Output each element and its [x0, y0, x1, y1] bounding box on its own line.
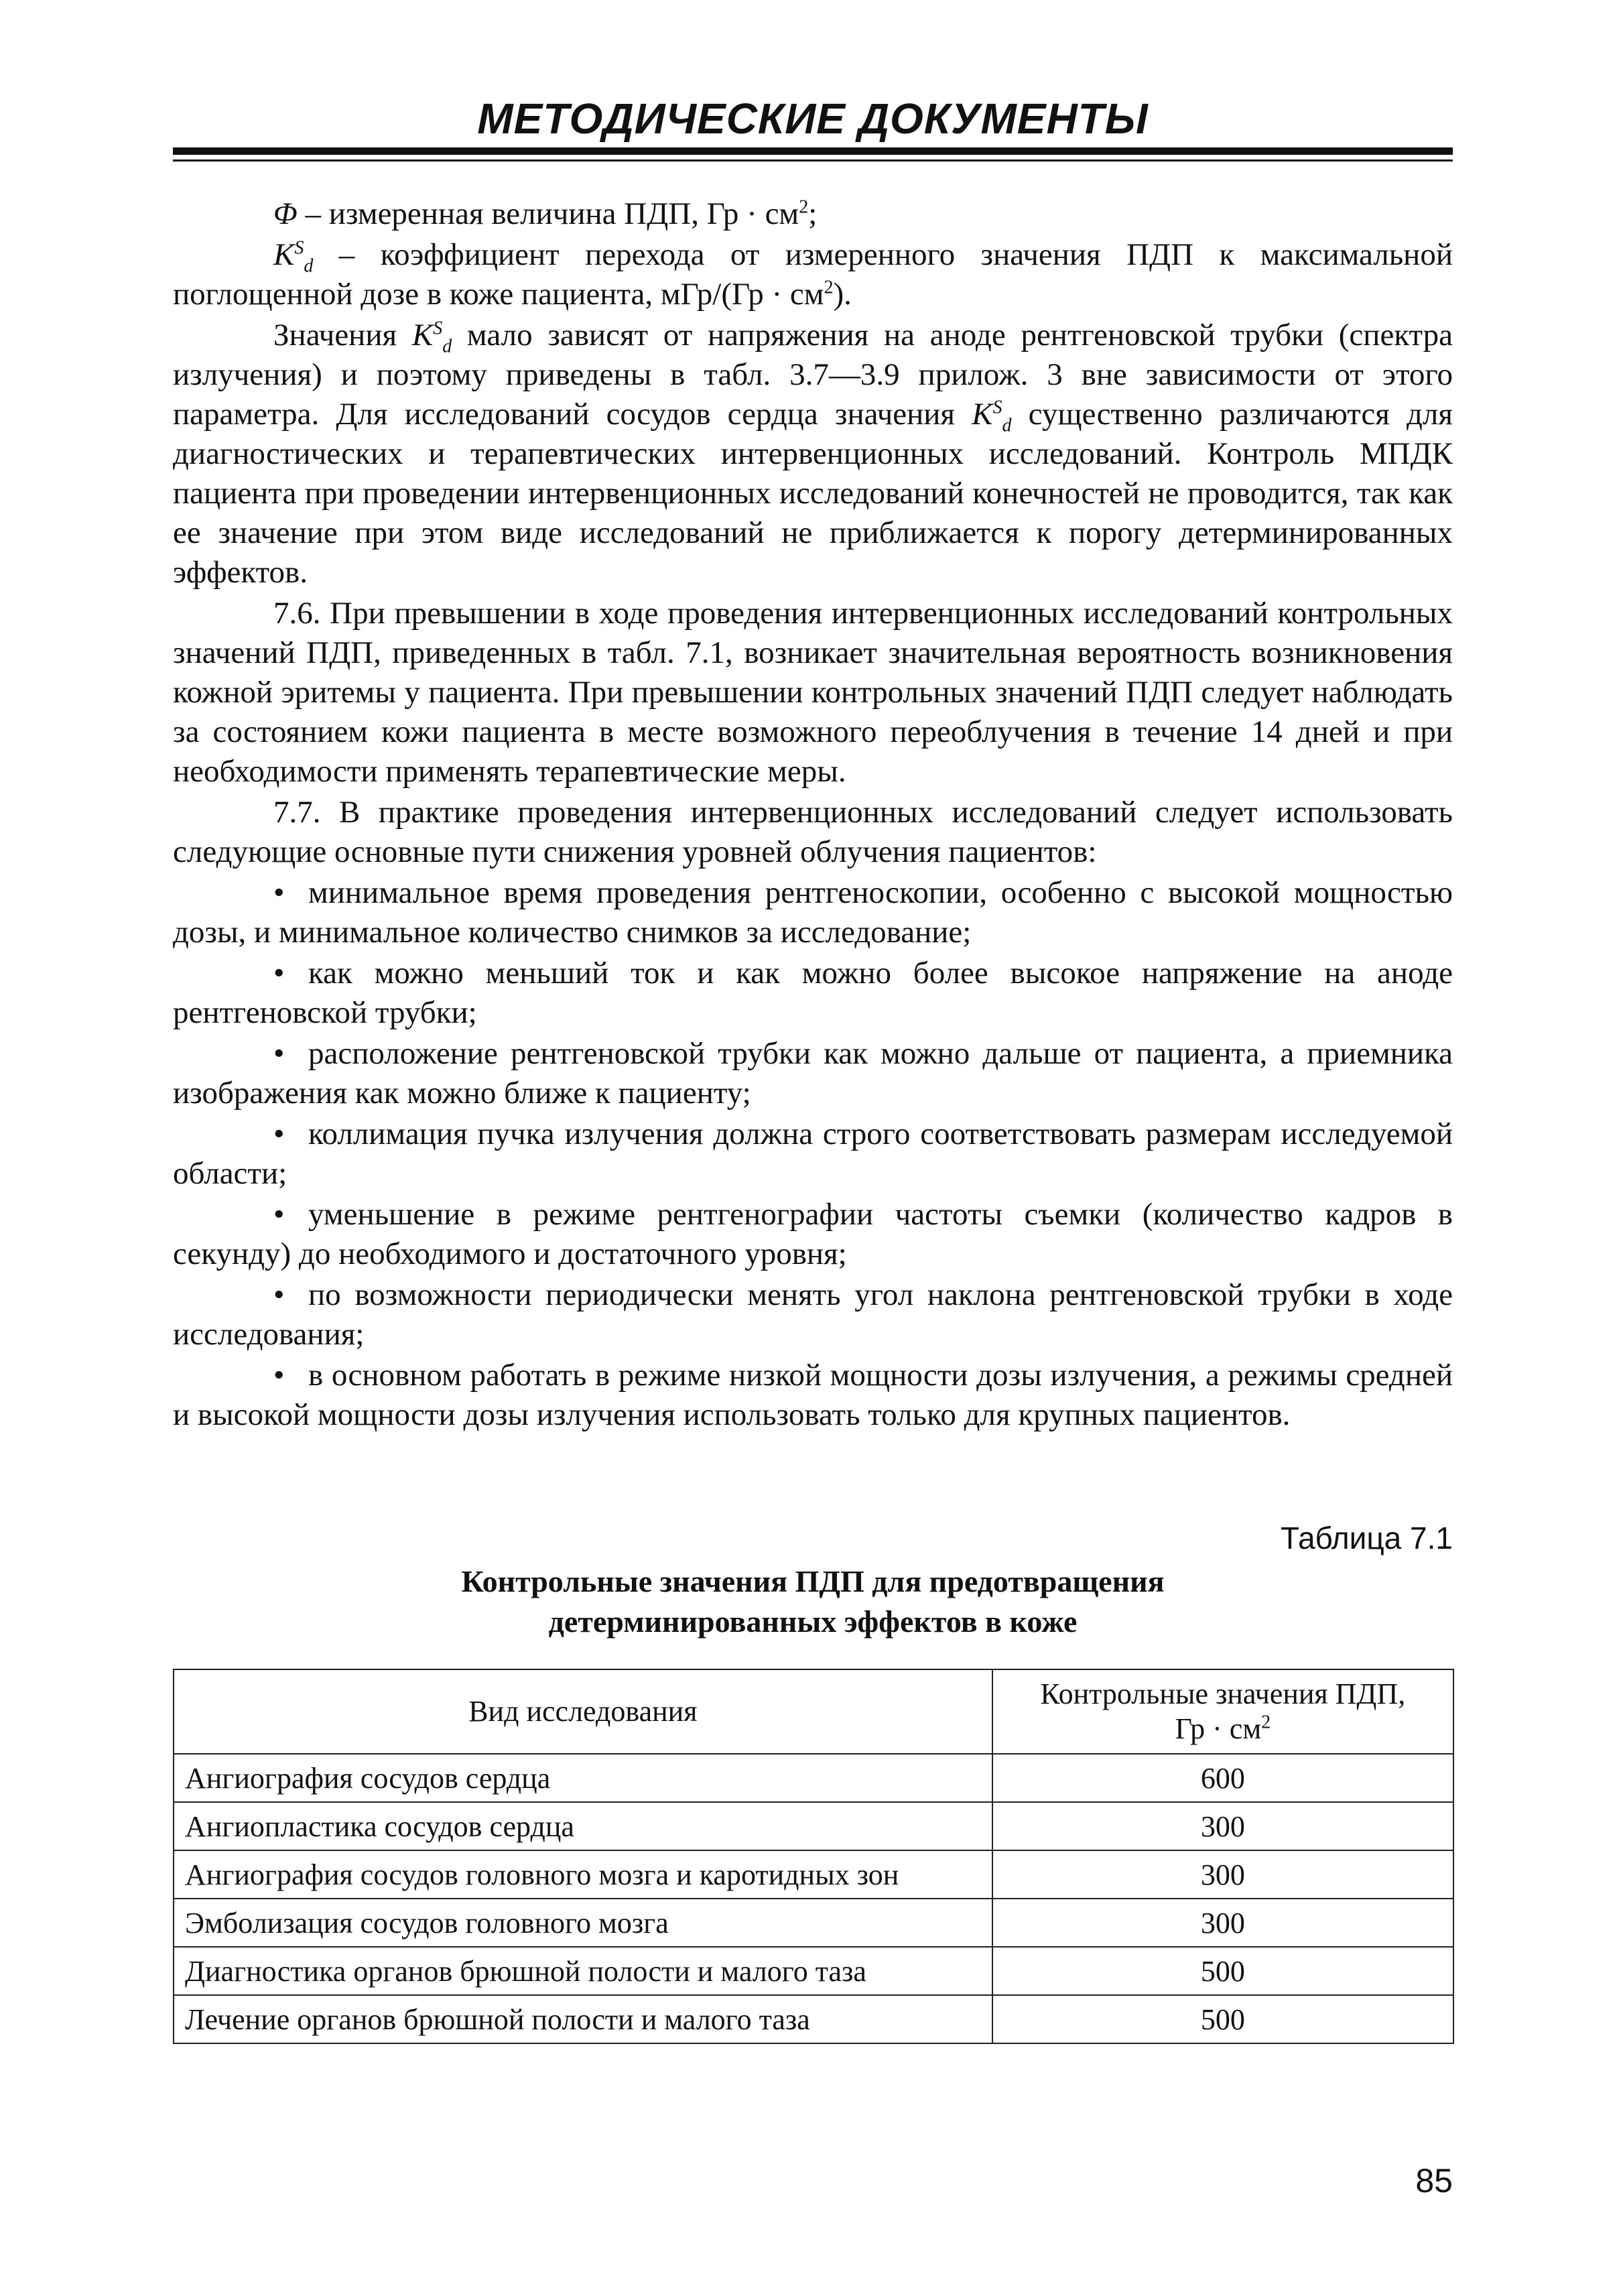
list-item	[173, 1275, 1453, 1354]
bullet-icon: •	[273, 1358, 285, 1393]
bullet-icon: •	[273, 956, 285, 991]
bullet-icon: •	[273, 1117, 285, 1151]
header-rule-thick	[173, 147, 1453, 155]
table-cell-exam-type: Диагностика органов брюшной полости и малого таза	[174, 1947, 992, 1995]
k-sub: d	[304, 255, 314, 277]
table-title-line-1: Контрольные значения ПДП для предотвращения	[461, 1564, 1165, 1598]
k-end: ).	[833, 277, 852, 312]
k-sup2: 2	[824, 277, 834, 298]
table-title	[173, 1561, 1453, 1642]
table-row	[174, 1802, 1453, 1850]
running-header-title: МЕТОДИЧЕСКИЕ ДОКУМЕНТЫ	[477, 94, 1149, 143]
k-sub-inline-2: d	[1002, 415, 1012, 436]
column-header-control-value	[992, 1669, 1453, 1754]
list-item-text: минимальное время проведения рентгеноскопии, особенно с высокой мощностью дозы, и минимальное количество снимков за исследование;	[173, 875, 1453, 950]
table-row	[174, 1899, 1453, 1947]
list-item	[173, 1114, 1453, 1194]
list-item-text: по возможности периодически менять угол наклона рентгеновской трубки в ходе исследования;	[173, 1277, 1453, 1352]
phi-text: – измеренная величина ПДП, Гр · см	[297, 196, 799, 231]
table-cell-exam-type: Лечение органов брюшной полости и малого таза	[174, 1995, 992, 2043]
table	[173, 1669, 1454, 2044]
paragraph-7-7: 7.7. В практике проведения интервенционных исследований следует использовать следующие основные пути снижения уровней облучения пациентов:	[173, 795, 1453, 869]
table-row	[174, 1947, 1453, 1995]
table-cell-exam-type: Ангиография сосудов сердца	[174, 1754, 992, 1802]
table-header-row	[174, 1669, 1453, 1754]
bullet-icon: •	[273, 1036, 285, 1071]
paragraph-k-values	[173, 316, 1453, 592]
list-item-text: расположение рентгеновской трубки как можно дальше от пациента, а приемника изображения как можно ближе к пациенту;	[173, 1036, 1453, 1110]
list-item	[173, 1034, 1453, 1113]
table-row	[174, 1754, 1453, 1802]
list-item	[173, 1356, 1453, 1435]
table-cell-value: 500	[992, 1947, 1453, 1995]
k-text: – коэффициент перехода от измеренного значения ПДП к максимальной поглощенной дозе в коже пациента, мГр/(Гр · см	[173, 237, 1453, 312]
table-cell-value: 300	[992, 1802, 1453, 1850]
list-item	[173, 873, 1453, 952]
list-item-text: как можно меньший ток и как можно более высокое напряжение на аноде рентгеновской трубки;	[173, 956, 1453, 1030]
bullet-icon: •	[273, 875, 285, 910]
paragraph-k-part2: мало зависят от напряжения на аноде рентгеновской трубки (спектра излучения) и поэтому приведены в табл. 3.7—3.9 прилож. 3 вне зависимости от этого параметра. Для исследований сосудов сердца значения	[173, 318, 1453, 432]
k-symbol-inline-1: K	[411, 318, 434, 353]
table-cell-exam-type: Ангиография сосудов головного мозга и каротидных зон	[174, 1850, 992, 1899]
list-item-text: в основном работать в режиме низкой мощности дозы излучения, а режимы средней и высокой мощности дозы излучения использовать только для крупных пациентов.	[173, 1358, 1453, 1432]
table-caption: Таблица 7.1	[1280, 1521, 1453, 1555]
table-row	[174, 1995, 1453, 2043]
table-row	[174, 1850, 1453, 1899]
page-number: 85	[1415, 2162, 1453, 2199]
column-header-exam-type: Вид исследования	[174, 1669, 992, 1754]
phi-end: ;	[808, 196, 818, 231]
definition-phi	[173, 194, 1453, 234]
column-header-control-value-unit: Гр · см	[1175, 1712, 1262, 1745]
bullet-icon: •	[273, 1277, 285, 1312]
table-cell-exam-type: Ангиопластика сосудов сердца	[174, 1802, 992, 1850]
list-item-text: уменьшение в режиме рентгенографии частоты съемки (количество кадров в секунду) до необходимого и достаточного уровня;	[173, 1197, 1453, 1271]
k-sup-inline-2: S	[992, 397, 1002, 418]
column-header-control-value-line-1: Контрольные значения ПДП,	[1040, 1677, 1406, 1710]
paragraph-k-part1: Значения	[273, 318, 412, 353]
phi-sup: 2	[799, 196, 809, 218]
table-cell-value: 300	[992, 1899, 1453, 1947]
body-text	[173, 194, 1453, 1436]
bullet-icon: •	[273, 1197, 285, 1232]
paragraph-7-6: 7.6. При превышении в ходе проведения интервенционных исследований контрольных значений ПДП, приведенных в табл. 7.1, возникает значительная вероятность возникновения кожной эритемы у пациента. При превышении контрольных значений ПДП следует наблюдать за состоянием кожи пациента в месте возможного переоблучения в течение 14 дней и при необходимости применять терапевтические меры.	[173, 596, 1453, 789]
table-cell-value: 500	[992, 1995, 1453, 2043]
table-cell-exam-type: Эмболизация сосудов головного мозга	[174, 1899, 992, 1947]
header-rule-thin	[173, 160, 1453, 162]
table-cell-value: 600	[992, 1754, 1453, 1802]
k-sup-inline-1: S	[433, 318, 443, 339]
k-sub-inline-1: d	[442, 336, 452, 357]
k-symbol-inline-2: K	[972, 397, 993, 432]
list-item-text: коллимация пучка излучения должна строго соответствовать размерам исследуемой области;	[173, 1117, 1453, 1191]
list-item	[173, 1195, 1453, 1274]
table-title-line-2: детерминированных эффектов в коже	[548, 1604, 1078, 1639]
k-symbol: K	[273, 237, 295, 272]
list-item	[173, 954, 1453, 1033]
column-header-unit-sup: 2	[1261, 1712, 1271, 1733]
phi-symbol: Φ	[273, 196, 298, 231]
paragraph-k-part3: существенно различаются для диагностических и терапевтических интервенционных исследований. Контроль МПДК пациента при проведении интервенционных исследований конечностей не проводится, так как ее значение при этом виде исследований не приближается к порогу детерминированных эффектов.	[173, 397, 1453, 590]
control-values-table	[173, 1669, 1454, 2044]
k-sup: S	[294, 237, 304, 259]
definition-k	[173, 235, 1453, 314]
table-cell-value: 300	[992, 1850, 1453, 1899]
